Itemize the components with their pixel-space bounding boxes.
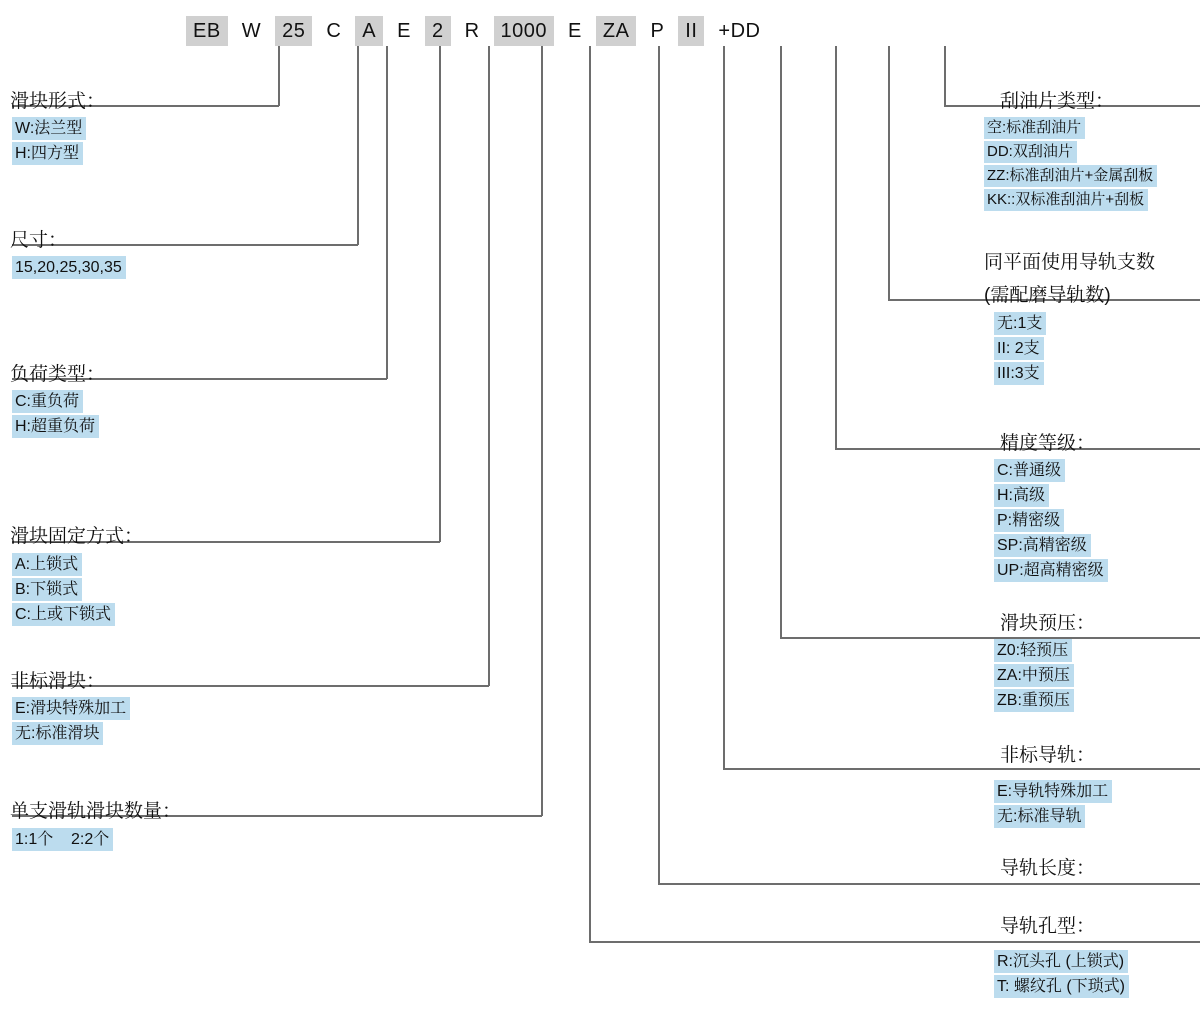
group-options-nonstandard-rail bbox=[994, 780, 1112, 830]
group-title-slider-type: 滑块形式： bbox=[10, 91, 106, 112]
option-item: III:3支 bbox=[994, 362, 1044, 385]
group-options-slider-fixing bbox=[12, 553, 115, 628]
leader-line-vertical bbox=[888, 46, 890, 300]
option-item: E:导轨特殊加工 bbox=[994, 780, 1112, 803]
option-item: KK::双标准刮油片+刮板 bbox=[984, 189, 1148, 211]
option-item: B:下锁式 bbox=[12, 578, 82, 601]
code-segment: 1000 bbox=[494, 16, 555, 46]
code-segment: C bbox=[326, 20, 342, 42]
code-segment: II bbox=[678, 16, 704, 46]
leader-line-vertical bbox=[488, 46, 490, 686]
code-segment: ZA bbox=[596, 16, 637, 46]
leader-line-horizontal bbox=[658, 883, 1200, 885]
option-item: C:普通级 bbox=[994, 459, 1065, 482]
code-segment: A bbox=[355, 16, 383, 46]
leader-line-vertical bbox=[439, 46, 441, 542]
group-options-load-type bbox=[12, 390, 99, 440]
group-options-slider-count bbox=[12, 828, 113, 853]
leader-line-vertical bbox=[541, 46, 543, 816]
leader-line-vertical bbox=[658, 46, 660, 884]
group-title-slider-fixing: 滑块固定方式： bbox=[10, 526, 144, 547]
code-segment: E bbox=[568, 20, 582, 42]
leader-line-vertical bbox=[835, 46, 837, 449]
code-segment: +DD bbox=[718, 20, 761, 42]
option-item: DD:双刮油片 bbox=[984, 141, 1077, 163]
option-item: Z0:轻预压 bbox=[994, 639, 1072, 662]
option-item: 15,20,25,30,35 bbox=[12, 256, 126, 279]
group-subtitle-rails-per-plane: (需配磨导轨数) bbox=[984, 285, 1111, 306]
group-title-rail-length: 导轨长度： bbox=[1000, 858, 1096, 879]
option-item: 无:1支 bbox=[994, 312, 1046, 335]
leader-line-horizontal bbox=[780, 637, 1200, 639]
group-options-rails-per-plane bbox=[994, 312, 1046, 387]
leader-line-vertical bbox=[723, 46, 725, 769]
leader-line-vertical bbox=[386, 46, 388, 379]
option-item: H:四方型 bbox=[12, 142, 83, 165]
group-title-wiper-type: 刮油片类型： bbox=[1000, 91, 1115, 112]
group-options-size bbox=[12, 256, 126, 281]
group-title-nonstandard-rail: 非标导轨： bbox=[1000, 745, 1096, 766]
option-item: ZZ:标准刮油片+金属刮板 bbox=[984, 165, 1157, 187]
leader-line-horizontal bbox=[589, 941, 1200, 943]
option-item: C:上或下锁式 bbox=[12, 603, 115, 626]
option-item: 无:标准滑块 bbox=[12, 722, 103, 745]
option-item: 无:标准导轨 bbox=[994, 805, 1085, 828]
option-item: H:超重负荷 bbox=[12, 415, 99, 438]
leader-line-vertical bbox=[944, 46, 946, 106]
code-segment: EB bbox=[186, 16, 228, 46]
code-segment: 2 bbox=[425, 16, 451, 46]
option-item: T: 螺纹孔 (下琐式) bbox=[994, 975, 1129, 998]
option-item: E:滑块特殊加工 bbox=[12, 697, 130, 720]
group-options-slider-type bbox=[12, 117, 86, 167]
option-item: 1:1个 2:2个 bbox=[12, 828, 113, 851]
product-code-string bbox=[186, 16, 775, 46]
option-item: A:上锁式 bbox=[12, 553, 82, 576]
group-title-size: 尺寸： bbox=[10, 230, 68, 251]
group-options-preload bbox=[994, 639, 1074, 714]
option-item: II: 2支 bbox=[994, 337, 1044, 360]
group-title-accuracy-grade: 精度等级： bbox=[1000, 433, 1096, 454]
leader-line-vertical bbox=[357, 46, 359, 245]
option-item: P:精密级 bbox=[994, 509, 1064, 532]
group-options-nonstandard-slider bbox=[12, 697, 130, 747]
leader-line-vertical bbox=[278, 46, 280, 106]
group-options-rail-hole-type bbox=[994, 950, 1129, 1000]
code-segment: 25 bbox=[275, 16, 312, 46]
option-item: W:法兰型 bbox=[12, 117, 86, 140]
group-options-accuracy-grade bbox=[994, 459, 1108, 584]
option-item: UP:超高精密级 bbox=[994, 559, 1108, 582]
code-segment: E bbox=[397, 20, 411, 42]
option-item: C:重负荷 bbox=[12, 390, 83, 413]
group-options-wiper-type bbox=[984, 117, 1157, 213]
code-segment: R bbox=[464, 20, 480, 42]
option-item: 空:标准刮油片 bbox=[984, 117, 1085, 139]
code-segment: W bbox=[241, 20, 262, 42]
option-item: ZA:中预压 bbox=[994, 664, 1074, 687]
leader-line-vertical bbox=[780, 46, 782, 638]
option-item: SP:高精密级 bbox=[994, 534, 1091, 557]
group-title-rail-hole-type: 导轨孔型： bbox=[1000, 916, 1096, 937]
group-title-slider-count: 单支滑轨滑块数量： bbox=[10, 801, 182, 822]
group-title-rails-per-plane: 同平面使用导轨支数 bbox=[984, 252, 1156, 273]
code-segment: P bbox=[650, 20, 665, 42]
leader-line-horizontal bbox=[723, 768, 1200, 770]
option-item: ZB:重预压 bbox=[994, 689, 1074, 712]
leader-line-vertical bbox=[589, 46, 591, 942]
option-item: H:高级 bbox=[994, 484, 1049, 507]
group-title-nonstandard-slider: 非标滑块： bbox=[10, 671, 106, 692]
group-title-load-type: 负荷类型： bbox=[10, 364, 106, 385]
group-title-preload: 滑块预压： bbox=[1000, 613, 1096, 634]
option-item: R:沉头孔 (上锁式) bbox=[994, 950, 1128, 973]
